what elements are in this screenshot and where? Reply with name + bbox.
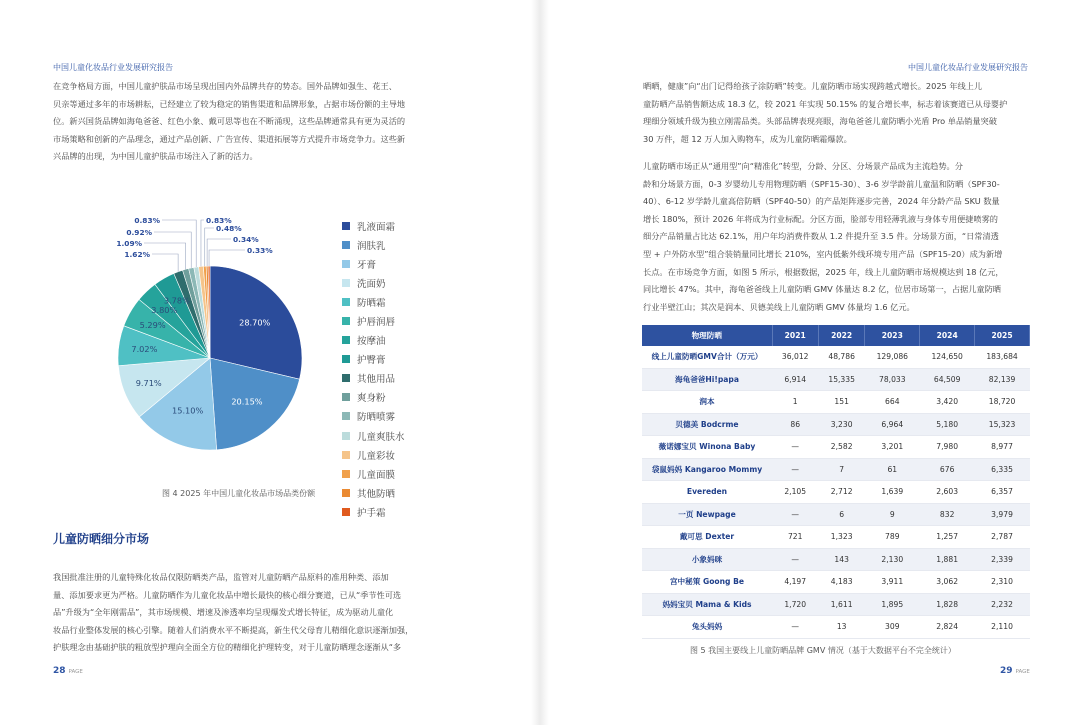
slice-label: 5.29%	[139, 319, 166, 330]
legend-label: 护臀膏	[357, 355, 386, 367]
value-cell: 7	[818, 458, 864, 481]
value-cell: 82,139	[975, 368, 1030, 391]
value-cell: —	[772, 616, 818, 639]
value-cell: 6,357	[975, 481, 1030, 504]
value-cell: 309	[865, 616, 920, 639]
legend-label: 防晒喷雾	[357, 412, 396, 424]
value-cell: 124,650	[920, 346, 975, 368]
value-cell: —	[772, 458, 818, 481]
legend-swatch	[342, 432, 350, 440]
right-top-paragraph	[643, 78, 1031, 148]
value-cell: 15,323	[975, 413, 1030, 436]
value-cell: 721	[772, 526, 818, 549]
legend-item	[342, 426, 452, 445]
table-header-cell: 2024	[920, 325, 975, 346]
value-cell: 8,977	[975, 436, 1030, 459]
brand-cell: 贝德美 Bodcrme	[642, 413, 772, 436]
value-cell: 64,509	[920, 368, 975, 391]
table-row	[642, 593, 1030, 616]
value-cell: 2,582	[818, 436, 864, 459]
page-label: PAGE	[68, 669, 83, 675]
text-line: 在竞争格局方面，中国儿童护肤品市场呈现出国内外品牌共存的势态。国外品牌如强生、花王、	[53, 81, 397, 91]
brand-cell: 兔头妈妈	[642, 616, 772, 639]
slice-label: 0.34%	[233, 235, 259, 244]
legend-label: 护手霜	[357, 507, 386, 519]
legend-label: 儿童面膜	[357, 469, 396, 481]
value-cell: 2,232	[975, 593, 1030, 616]
legend-swatch	[342, 412, 350, 420]
legend-item	[342, 254, 452, 273]
leader-line	[144, 243, 186, 269]
legend-item	[342, 407, 452, 426]
legend-item	[342, 502, 452, 521]
leader-line	[207, 239, 231, 266]
table-row	[642, 368, 1030, 391]
page-number-right	[1000, 666, 1030, 676]
legend-label: 其他防晒	[357, 488, 396, 500]
pie-legend	[342, 216, 452, 522]
value-cell: 2,310	[975, 571, 1030, 594]
legend-label: 爽身粉	[357, 393, 386, 405]
slice-label: 20.15%	[231, 396, 263, 407]
table-header-cell: 2025	[975, 325, 1030, 346]
value-cell: 832	[920, 503, 975, 526]
table-row	[642, 458, 1030, 481]
text-line: 增长 180%，预计 2026 年将成为行业标配。分区方面，脸部专用轻薄乳液与身体专用便捷喷雾的	[643, 213, 998, 224]
legend-item	[342, 483, 452, 502]
right-page	[540, 0, 1080, 725]
value-cell: 1	[772, 391, 818, 414]
value-cell: 2,712	[818, 481, 864, 504]
text-line: 市场策略和创新的产品理念，通过产品创新、广告宣传、渠道拓展等方式提升市场竞争力。这些新	[53, 133, 406, 144]
value-cell: 2,824	[920, 616, 975, 639]
legend-label: 乳液面霜	[357, 221, 396, 233]
page-number-value: 28	[53, 666, 66, 676]
legend-item	[342, 216, 452, 235]
value-cell: 143	[818, 548, 864, 571]
slice-label: 0.92%	[126, 228, 152, 237]
value-cell: —	[772, 436, 818, 459]
legend-swatch	[342, 393, 350, 401]
legend-swatch	[342, 451, 350, 459]
leader-line	[152, 254, 178, 272]
text-line: 型 + 户外防水型”组合装销量同比增长 210%，室内低紫外线环境专用产品（SPF15-20）成为新增	[643, 248, 1003, 259]
figure-5-caption: 图 5 我国主要线上儿童防晒品牌 GMV 情况（基于大数据平台不完全统计）	[690, 646, 956, 655]
brand-cell: 润本	[642, 391, 772, 414]
value-cell: 3,062	[920, 571, 975, 594]
value-cell: 3,230	[818, 413, 864, 436]
text-line: 品”升级为“全年刚需品”，其市场规模、增速及渗透率均呈现爆发式增长特征，成为驱动儿童化	[53, 607, 394, 618]
text-line: 细分产品销量占比达 62.1%，用户年均消费件数从 1.2 件提升至 3.5 件。分场景方面，“日常清透	[643, 231, 999, 242]
sunscreen-gmv-table	[642, 325, 1030, 639]
leader-line	[205, 228, 214, 266]
value-cell: 13	[818, 616, 864, 639]
slice-label: 9.71%	[135, 378, 162, 389]
text-line: 40）、6-12 岁学龄儿童高倍防晒（SPF40-50）的产品矩阵逐步完善，2024 年分龄产品 SKU 数量	[643, 196, 1000, 207]
table-header-cell: 物理防晒	[642, 325, 772, 346]
value-cell: 3,420	[920, 391, 975, 414]
value-cell: 15,335	[818, 368, 864, 391]
table-row	[642, 616, 1030, 639]
value-cell: 6,335	[975, 458, 1030, 481]
legend-label: 润肤乳	[357, 240, 386, 252]
value-cell: 129,086	[865, 346, 920, 368]
legend-label: 洗面奶	[357, 278, 386, 290]
text-line: 长点。在市场竞争方面，如图 5 所示，根据数据，2025 年，线上儿童防晒市场规模达到 18 亿元，	[643, 266, 1004, 277]
brand-cell: 海龟爸爸Hi!papa	[642, 368, 772, 391]
text-line: 位。新兴国货品牌如海龟爸爸、红色小象、戴可思等也在不断涌现，这些品牌通常具有更为灵活的	[53, 116, 406, 127]
value-cell: 664	[865, 391, 920, 414]
value-cell: 61	[865, 458, 920, 481]
brand-cell: Evereden	[642, 481, 772, 504]
slice-label: 0.83%	[206, 216, 232, 225]
text-line: 儿童防晒市场正从“通用型”向“精准化”转型，分龄、分区、分场景产品成为主流趋势。分	[643, 161, 963, 171]
legend-swatch	[342, 260, 350, 268]
brand-cell: 袋鼠妈妈 Kangaroo Mommy	[642, 458, 772, 481]
legend-item	[342, 369, 452, 388]
brand-cell: 妈妈宝贝 Mama & Kids	[642, 593, 772, 616]
table-row	[642, 413, 1030, 436]
legend-label: 按摩油	[357, 336, 386, 348]
value-cell: 18,720	[975, 391, 1030, 414]
text-line: 童防晒产品销售额达成 18.3 亿，较 2021 年实现 50.15% 的复合增长率，标志着该赛道已从母婴护	[643, 98, 1008, 109]
value-cell: 6	[818, 503, 864, 526]
table-row	[642, 346, 1030, 368]
value-cell: 4,197	[772, 571, 818, 594]
value-cell: 48,786	[818, 346, 864, 368]
value-cell: 183,684	[975, 346, 1030, 368]
legend-item	[342, 311, 452, 330]
legend-swatch	[342, 298, 350, 306]
value-cell: 2,339	[975, 548, 1030, 571]
legend-label: 护唇润唇	[357, 317, 396, 329]
value-cell: 78,033	[865, 368, 920, 391]
value-cell: 6,914	[772, 368, 818, 391]
value-cell: 5,180	[920, 413, 975, 436]
text-line: 晒晒，健康”向“出门记得给孩子涂防晒”转变。儿童防晒市场实现跨越式增长。2025 年线上儿	[643, 81, 983, 91]
brand-cell: 小象妈咪	[642, 548, 772, 571]
figure-4-caption: 图 4 2025 年中国儿童化妆品市场品类份额	[162, 489, 316, 498]
value-cell: 1,323	[818, 526, 864, 549]
legend-swatch	[342, 241, 350, 249]
legend-label: 牙膏	[357, 259, 377, 271]
text-line: 妆品行业整体发展的核心引擎。随着人们消费水平不断提高，新生代父母育儿精细化意识逐渐加强，	[53, 624, 414, 635]
legend-label: 儿童爽肤水	[357, 431, 405, 443]
slice-label: 0.48%	[216, 224, 242, 233]
section-title: 儿童防晒细分市场	[53, 532, 150, 546]
value-cell: 2,603	[920, 481, 975, 504]
slice-label: 3.80%	[151, 305, 178, 316]
value-cell: 6,964	[865, 413, 920, 436]
left-body-paragraph	[53, 569, 436, 657]
table-header-cell: 2021	[772, 325, 818, 346]
table-header-row	[642, 325, 1030, 346]
text-line: 理细分领域升级为独立刚需品类。头部品牌表现亮眼，海龟爸爸儿童防晒小光盾 Pro 单品销量突破	[643, 116, 997, 127]
brand-cell: 线上儿童防晒GMV合计（万元）	[642, 346, 772, 368]
slice-label: 0.83%	[134, 216, 160, 225]
table-row	[642, 503, 1030, 526]
legend-swatch	[342, 508, 350, 516]
text-line: 同比增长 47%。其中，海龟爸爸线上儿童防晒 GMV 体量达 8.2 亿，位居市场第一，占据儿童防晒	[643, 284, 1001, 295]
legend-label: 防晒霜	[357, 297, 386, 309]
legend-item	[342, 292, 452, 311]
table-row	[642, 391, 1030, 414]
value-cell: 676	[920, 458, 975, 481]
legend-swatch	[342, 317, 350, 325]
value-cell: 1,257	[920, 526, 975, 549]
text-line: 贝亲等通过多年的市场耕耘，已经建立了较为稳定的销售渠道和品牌形象，占据市场份额的主导地	[53, 98, 406, 109]
legend-item	[342, 445, 452, 464]
slice-label: 0.33%	[247, 246, 273, 255]
text-line: 行业半壁江山；其次是润本、贝德美线上儿童防晒 GMV 体量均 1.6 亿元。	[643, 301, 915, 312]
text-line: 护肤理念由基础护肤的粗放型护理向全面全方位的精细化护理转变，对于儿童防晒理念逐渐从“多	[53, 642, 402, 653]
value-cell: 151	[818, 391, 864, 414]
value-cell: 3,201	[865, 436, 920, 459]
text-line: 龄和分场景方面，0-3 岁婴幼儿专用物理防晒（SPF15-30）、3-6 岁学龄前儿童温和防晒（SPF30-	[643, 178, 1000, 189]
running-head-left: 中国儿童化妆品行业发展研究报告	[53, 63, 173, 72]
table-row	[642, 481, 1030, 504]
value-cell: 3,911	[865, 571, 920, 594]
slice-label: 3.78%	[163, 295, 190, 306]
table-row	[642, 436, 1030, 459]
legend-swatch	[342, 336, 350, 344]
value-cell: 2,787	[975, 526, 1030, 549]
legend-label: 儿童彩妆	[357, 450, 396, 462]
text-line: 兴品牌的出现，为中国儿童护肤品市场注入了新的活力。	[53, 151, 258, 162]
value-cell: 3,979	[975, 503, 1030, 526]
value-cell: 4,183	[818, 571, 864, 594]
slice-label: 1.62%	[124, 250, 150, 259]
value-cell: 1,828	[920, 593, 975, 616]
value-cell: 1,611	[818, 593, 864, 616]
value-cell: 2,130	[865, 548, 920, 571]
value-cell: 9	[865, 503, 920, 526]
value-cell: —	[772, 503, 818, 526]
slice-label: 28.70%	[239, 317, 271, 328]
page-number-left	[53, 666, 83, 676]
legend-swatch	[342, 222, 350, 230]
brand-cell: 薇诺娜宝贝 Winona Baby	[642, 436, 772, 459]
legend-label: 其他用品	[357, 374, 396, 386]
leader-line	[209, 250, 245, 266]
slice-label: 1.09%	[116, 239, 142, 248]
brand-cell: 一页 Newpage	[642, 503, 772, 526]
legend-item	[342, 388, 452, 407]
text-line: 我国批准注册的儿童特殊化妆品仅限防晒类产品，监管对儿童防晒产品原料的准用种类、添加	[53, 572, 389, 582]
legend-item	[342, 331, 452, 350]
running-head-right: 中国儿童化妆品行业发展研究报告	[908, 63, 1028, 72]
legend-swatch	[342, 470, 350, 478]
table-row	[642, 526, 1030, 549]
legend-swatch	[342, 355, 350, 363]
slice-label: 15.10%	[172, 405, 204, 416]
page-number-value: 29	[1000, 666, 1013, 676]
table-header-cell: 2022	[818, 325, 864, 346]
legend-swatch	[342, 279, 350, 287]
value-cell: 1,895	[865, 593, 920, 616]
value-cell: 36,012	[772, 346, 818, 368]
text-line: 量、添加要求更为严格。儿童防晒作为儿童化妆品中增长最快的核心细分赛道，已从“季节性可选	[53, 589, 402, 600]
page-label: PAGE	[1015, 669, 1030, 675]
legend-swatch	[342, 374, 350, 382]
intro-paragraph	[53, 78, 436, 166]
brand-cell: 宫中秘策 Goong Be	[642, 571, 772, 594]
value-cell: 2,110	[975, 616, 1030, 639]
table-row	[642, 548, 1030, 571]
legend-item	[342, 273, 452, 292]
value-cell: 7,980	[920, 436, 975, 459]
value-cell: 1,720	[772, 593, 818, 616]
legend-swatch	[342, 489, 350, 497]
table-row	[642, 571, 1030, 594]
legend-item	[342, 350, 452, 369]
category-share-pie-chart	[90, 210, 330, 470]
right-body-paragraph	[643, 158, 1031, 316]
value-cell: 789	[865, 526, 920, 549]
brand-cell: 戴可思 Dexter	[642, 526, 772, 549]
table-header-cell: 2023	[865, 325, 920, 346]
leader-line	[201, 220, 204, 266]
value-cell: 2,105	[772, 481, 818, 504]
legend-item	[342, 464, 452, 483]
text-line: 30 万件，超 12 万人加入购物车，成为儿童防晒霜爆款。	[643, 133, 852, 144]
slice-label: 7.02%	[131, 343, 158, 354]
value-cell: 1,881	[920, 548, 975, 571]
value-cell: 1,639	[865, 481, 920, 504]
value-cell: 86	[772, 413, 818, 436]
legend-item	[342, 235, 452, 254]
value-cell: —	[772, 548, 818, 571]
